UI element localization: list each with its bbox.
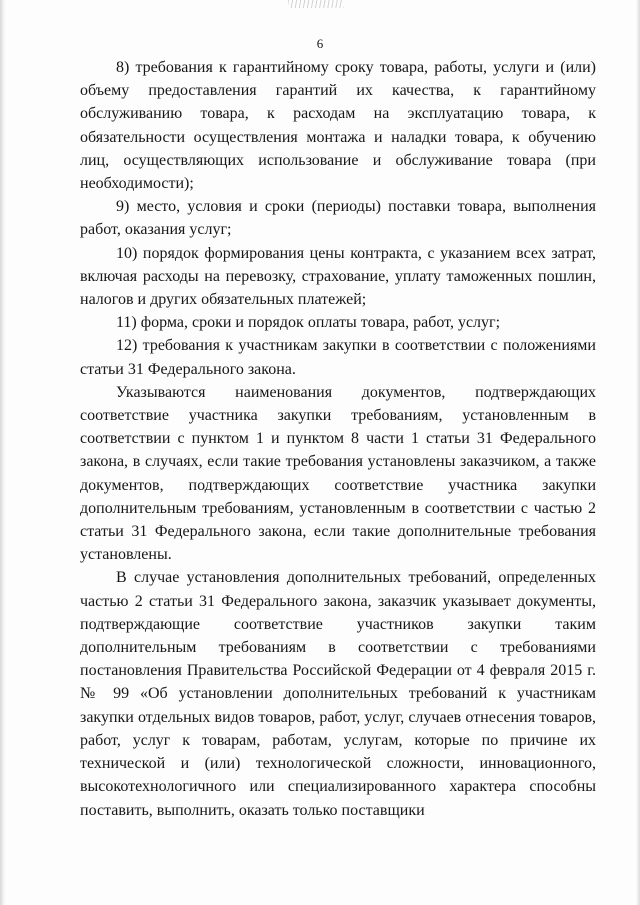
paragraph-item-11: 11) форма, сроки и порядок оплаты товара, работ, услуг; [116, 314, 501, 332]
paragraph-item-9: 9) место, условия и сроки (периоды) поставки товара, выполнения работ, оказания услуг; [80, 198, 596, 239]
paragraph-item-10: 10) порядок формирования цены контракта, с указанием всех затрат, включая расходы на перевозку, страхование, уплату таможенных пошлин, налогов и других обязательных платежей; [80, 244, 596, 309]
scan-edge-left [0, 0, 6, 905]
paragraph-additional-requirements: В случае установления дополнительных требований, определенных частью 2 статьи 31 Федерального закона, заказчик указывает документы, подтверждающие соответствие участников закупки таким дополнительным требованиям в соответствии с требованиями постановления Правительства Российской Федерации от 4 февраля 2015 г. № 99 «Об установлении дополнительных требований к участникам закупки отдельных видов товаров, работ, услуг, случаев отнесения товаров, работ, услуг к товарам, работам, услугам, которые по причине их технической и (или) технологической сложности, инновационного, высокотехнологичного или специализированного характера способны поставить, выполнить, оказать только поставщики [80, 569, 596, 819]
page-number: 6 [316, 36, 324, 51]
paragraph-item-8: 8) требования к гарантийному сроку товара, работы, услуги и (или) объему предоставления гарантий их качества, к гарантийному обслуживанию товара, к расходам на эксплуатацию товара, к обязательности осуществления монтажа и наладки товара, к обучению лиц, осуществляющих использование и обслуживание товара (при необходимости); [80, 59, 596, 193]
scan-edge-right [636, 0, 640, 905]
paragraph-item-12: 12) требования к участникам закупки в соответствии с положениями статьи 31 Федерального закона. [80, 337, 596, 378]
paragraph-documents: Указываются наименования документов, подтверждающих соответствие участника закупки требованиям, установленным в соответствии с пунктом 1 и пунктом 8 части 1 статьи 31 Федерального закона, в случаях, если такие требования установлены заказчиком, а также документов, подтверждающих соответствие участника закупки дополнительным требованиям, установленным в соответствии с частью 2 статьи 31 Федерального закона, если такие дополнительные требования установлены. [80, 383, 596, 564]
document-body [80, 56, 596, 822]
scan-artifact [288, 0, 344, 8]
